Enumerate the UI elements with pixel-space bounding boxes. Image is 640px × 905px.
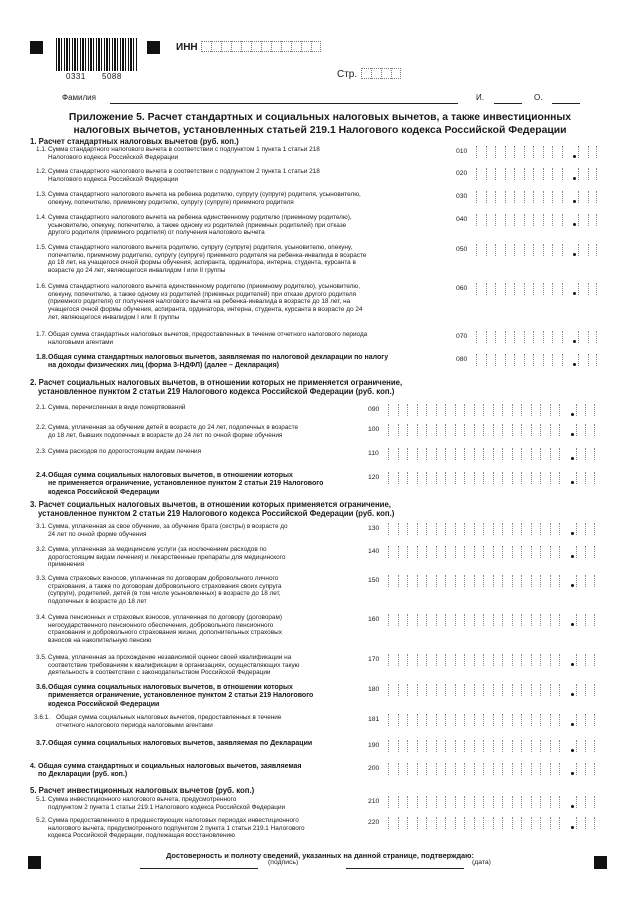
initial-o-label: О. bbox=[534, 93, 543, 102]
amount-field-060[interactable] bbox=[476, 283, 597, 295]
row-number: 1.3. bbox=[36, 191, 47, 198]
row-number: 2.2. bbox=[36, 424, 47, 431]
amount-field-010[interactable] bbox=[476, 146, 597, 158]
row-code: 020 bbox=[456, 170, 468, 177]
row-code: 120 bbox=[368, 474, 380, 481]
row-description: Сумма инвестиционного налогового вычета, предусмотренного подпунктом 2 пункта 1 статьи 219.1 Налогового кодекса Российской Федерации bbox=[48, 796, 286, 811]
row-number: 4. bbox=[30, 763, 36, 770]
row-description: Сумма, уплаченная за медицинские услуги (за исключением расходов по дорогостоящим видам лечения) и лекарственные препараты для медицинского применения bbox=[48, 546, 286, 569]
amount-field-160[interactable] bbox=[388, 614, 595, 626]
row-description: Общая сумма социальных налоговых вычетов, предоставленных в течение отчетного налогового периода налоговыми агентами bbox=[56, 714, 282, 729]
initial-o-field[interactable] bbox=[552, 103, 580, 104]
row-description: Сумма стандартного налогового вычета на ребенка единственному родителю (приемному родителю), усыновителю, опекуну, попечителю, а также одному из родителей (приемных родителей) при отказе другого родителя (приемного родителя) от получения налогового вычета bbox=[48, 214, 352, 237]
barcode-number-left: 0331 bbox=[66, 72, 86, 81]
barcode bbox=[56, 38, 138, 71]
amount-field-110[interactable] bbox=[388, 448, 595, 460]
amount-field-080[interactable] bbox=[476, 354, 597, 366]
section-3-header: 3. Расчет социальных налоговых вычетов, в отношении которых применяется ограничение, установленное пунктом 2 статьи 219 Налогового кодекса Российской Федерации (руб. коп.) bbox=[30, 500, 395, 518]
row-code: 100 bbox=[368, 426, 380, 433]
row-code: 050 bbox=[456, 246, 468, 253]
row-description: Общая сумма социальных налоговых вычетов, заявляемая по Декларации bbox=[48, 740, 313, 747]
amount-field-040[interactable] bbox=[476, 214, 597, 226]
initial-i-field[interactable] bbox=[494, 103, 522, 104]
row-description: Сумма, уплаченная за свое обучение, за обучение брата (сестры) в возрасте до 24 лет по очной форме обучения bbox=[48, 523, 288, 538]
row-description: Общая сумма стандартных налоговых вычетов, предоставленных в течение отчетного налогового периода налоговыми агентами bbox=[48, 331, 368, 346]
row-code: 130 bbox=[368, 525, 380, 532]
row-number: 2.1. bbox=[36, 404, 47, 411]
row-code: 070 bbox=[456, 333, 468, 340]
signature-label: (подпись) bbox=[268, 859, 299, 866]
row-code: 200 bbox=[368, 765, 380, 772]
inn-label: ИНН bbox=[176, 42, 198, 53]
section-5-header: 5. Расчет инвестиционных налоговых вычетов (руб. коп.) bbox=[30, 786, 255, 795]
row-description: Сумма страховых взносов, уплаченная по договорам добровольного личного страхования, а также по договорам добровольного страхования своих супруга (супруги), родителей, детей (в том числе усыновленных) в возрасте до 18 лет, подопечных в возрасте до 18 лет bbox=[48, 575, 282, 606]
amount-field-130[interactable] bbox=[388, 523, 595, 535]
amount-field-220[interactable] bbox=[388, 817, 595, 829]
row-description: Сумма стандартного налогового вычета на ребенка родителю, супругу (супруге) родителя, усыновителю, опекуну, попечителю, приемному родителю, супругу (супруге) приемного родителя bbox=[48, 191, 361, 206]
row-code: 190 bbox=[368, 742, 380, 749]
row-code: 220 bbox=[368, 819, 380, 826]
row-code: 040 bbox=[456, 216, 468, 223]
amount-field-030[interactable] bbox=[476, 191, 597, 203]
row-description: Общая сумма стандартных налоговых вычетов, заявляемая по налоговой декларации по налогу на доходы физических лиц (форма 3-НДФЛ) (далее – Декларация) bbox=[48, 354, 389, 370]
registration-mark-top-left bbox=[30, 41, 43, 54]
row-number: 2.4. bbox=[36, 472, 48, 479]
amount-field-170[interactable] bbox=[388, 654, 595, 666]
registration-mark-top-mid bbox=[147, 41, 160, 54]
section-2-header: 2. Расчет социальных налоговых вычетов, в отношении которых не применяется ограничение, установленное пунктом 2 статьи 219 Налогового кодекса Российской Федерации (руб. коп.) bbox=[30, 378, 403, 396]
row-number: 2.3. bbox=[36, 448, 47, 455]
amount-field-190[interactable] bbox=[388, 740, 595, 752]
page-field[interactable] bbox=[361, 68, 401, 79]
row-number: 1.1. bbox=[36, 146, 47, 153]
amount-field-090[interactable] bbox=[388, 404, 595, 416]
row-number: 3.4. bbox=[36, 614, 47, 621]
inn-field[interactable] bbox=[201, 41, 321, 52]
row-number: 3.2. bbox=[36, 546, 47, 553]
row-description: Общая сумма социальных налоговых вычетов, в отношении которых не применяется ограничение, установленное пунктом 2 статьи 219 Налогового кодекса Российской Федерации bbox=[48, 472, 324, 496]
date-field[interactable] bbox=[346, 868, 464, 869]
row-description: Сумма стандартного налогового вычета в соответствии с подпунктом 1 пункта 1 статьи 218 Налогового кодекса Российской Федерации bbox=[48, 146, 320, 161]
row-description: Сумма стандартного налогового вычета в соответствии с подпунктом 2 пункта 1 статьи 218 Налогового кодекса Российской Федерации bbox=[48, 168, 320, 183]
barcode-number-right: 5088 bbox=[102, 72, 122, 81]
surname-label: Фамилия bbox=[62, 93, 96, 102]
amount-field-200[interactable] bbox=[388, 763, 595, 775]
row-code: 010 bbox=[456, 148, 468, 155]
amount-field-210[interactable] bbox=[388, 796, 595, 808]
amount-field-180[interactable] bbox=[388, 684, 595, 696]
row-code: 060 bbox=[456, 285, 468, 292]
row-code: 210 bbox=[368, 798, 380, 805]
row-number: 1.7. bbox=[36, 331, 47, 338]
amount-field-100[interactable] bbox=[388, 424, 595, 436]
row-number: 3.3. bbox=[36, 575, 47, 582]
confirmation-text: Достоверность и полноту сведений, указанных на данной странице, подтверждаю: bbox=[166, 851, 474, 860]
row-number: 1.4. bbox=[36, 214, 47, 221]
date-label: (дата) bbox=[472, 859, 491, 866]
row-code: 080 bbox=[456, 356, 468, 363]
row-code: 030 bbox=[456, 193, 468, 200]
row-code: 170 bbox=[368, 656, 380, 663]
row-code: 150 bbox=[368, 577, 380, 584]
section-1-header: 1. Расчет стандартных налоговых вычетов (руб. коп.) bbox=[30, 137, 239, 146]
row-number: 1.2. bbox=[36, 168, 47, 175]
amount-field-181[interactable] bbox=[388, 714, 595, 726]
row-description: Сумма, уплаченная за обучение детей в возрасте до 24 лет, подопечных в возрасте до 18 лет, бывших подопечных в возрасте до 24 лет по очной форме обучения bbox=[48, 424, 299, 439]
row-description: Сумма стандартного налогового вычета единственному родителю (приемному родителю), усыновителю, опекуну, попечителю, а также одному из родителей (приемных родителей) при отказе другого родителя (приемного родителя) от получения налогового вычета на ребенка-инвалида в возрасте до 18 лет, на учащегося очной формы обучения, аспиранта, ординатора, интерна, студента, курсанта в возрасте до 24 лет, являющегося инвалидом I или II группы bbox=[48, 283, 363, 321]
row-number: 3.5. bbox=[36, 654, 47, 661]
row-description: Сумма предоставленного в предшествующих налоговых периодах инвестиционного налогового вычета, предусмотренного подпунктом 2 пункта 1 статьи 219.1 Налогового кодекса Российской Федерации, подлежащая восстановлению bbox=[48, 817, 305, 840]
initial-i-label: И. bbox=[476, 93, 484, 102]
row-description: Сумма стандартного налогового вычета родителю, супругу (супруге) родителя, усыновителю, опекуну, попечителю, приемному родителю, супругу (супруге) приемного родителя на ребенка-инвалида в возрасте до 18 лет, на учащегося очной формы обучения, аспиранта, ординатора, интерна, студента, курсанта в возрасте до 24 лет, являющегося инвалидом I или II группы bbox=[48, 244, 367, 275]
row-code: 110 bbox=[368, 450, 379, 457]
row-number: 5.2. bbox=[36, 817, 47, 824]
page-title: Приложение 5. Расчет стандартных и социальных налоговых вычетов, а также инвестиционных налоговых вычетов, установленных статьей 219.1 Налогового кодекса Российской Федерации bbox=[68, 112, 572, 136]
amount-field-120[interactable] bbox=[388, 472, 595, 484]
row-code: 180 bbox=[368, 686, 380, 693]
row-description: Сумма, перечисленная в виде пожертвований bbox=[48, 404, 186, 411]
row-description: Сумма расходов по дорогостоящим видам лечения bbox=[48, 448, 202, 455]
row-number: 3.7. bbox=[36, 740, 48, 747]
row-number: 3.1. bbox=[36, 523, 47, 530]
row-number: 3.6. bbox=[36, 684, 48, 691]
page-label: Стр. bbox=[337, 69, 358, 80]
row-description: Общая сумма социальных налоговых вычетов, в отношении которых применяется ограничение, установленное пунктом 2 статьи 219 Налогового кодекса Российской Федерации bbox=[48, 684, 314, 708]
row-number: 1.6. bbox=[36, 283, 47, 290]
amount-field-050[interactable] bbox=[476, 244, 597, 256]
signature-field[interactable] bbox=[140, 868, 258, 869]
row-description: Сумма пенсионных и страховых взносов, уплаченная по договору (договорам) негосударственного пенсионного обеспечения, добровольного пенсионного страхования и добровольного страхования жизни, дополнительных страховых взносов на накопительную пенсию bbox=[48, 614, 282, 645]
row-number: 1.5. bbox=[36, 244, 47, 251]
row-description: Общая сумма стандартных и социальных налоговых вычетов, заявляемая по Декларации (руб. коп.) bbox=[38, 763, 302, 779]
row-code: 090 bbox=[368, 406, 380, 413]
amount-field-150[interactable] bbox=[388, 575, 595, 587]
row-description: Сумма, уплаченная за прохождение независимой оценки своей квалификации на соответствие требованиям к квалификации в организациях, осуществляющих такую деятельность в соответствии с законодательством Российской Федерации bbox=[48, 654, 300, 677]
row-number: 5.1. bbox=[36, 796, 47, 803]
amount-field-020[interactable] bbox=[476, 168, 597, 180]
surname-field[interactable] bbox=[110, 103, 458, 104]
row-number: 3.6.1. bbox=[34, 714, 50, 721]
row-number: 1.8. bbox=[36, 354, 48, 361]
row-code: 160 bbox=[368, 616, 380, 623]
amount-field-070[interactable] bbox=[476, 331, 597, 343]
row-code: 181 bbox=[368, 716, 380, 723]
amount-field-140[interactable] bbox=[388, 546, 595, 558]
row-code: 140 bbox=[368, 548, 380, 555]
